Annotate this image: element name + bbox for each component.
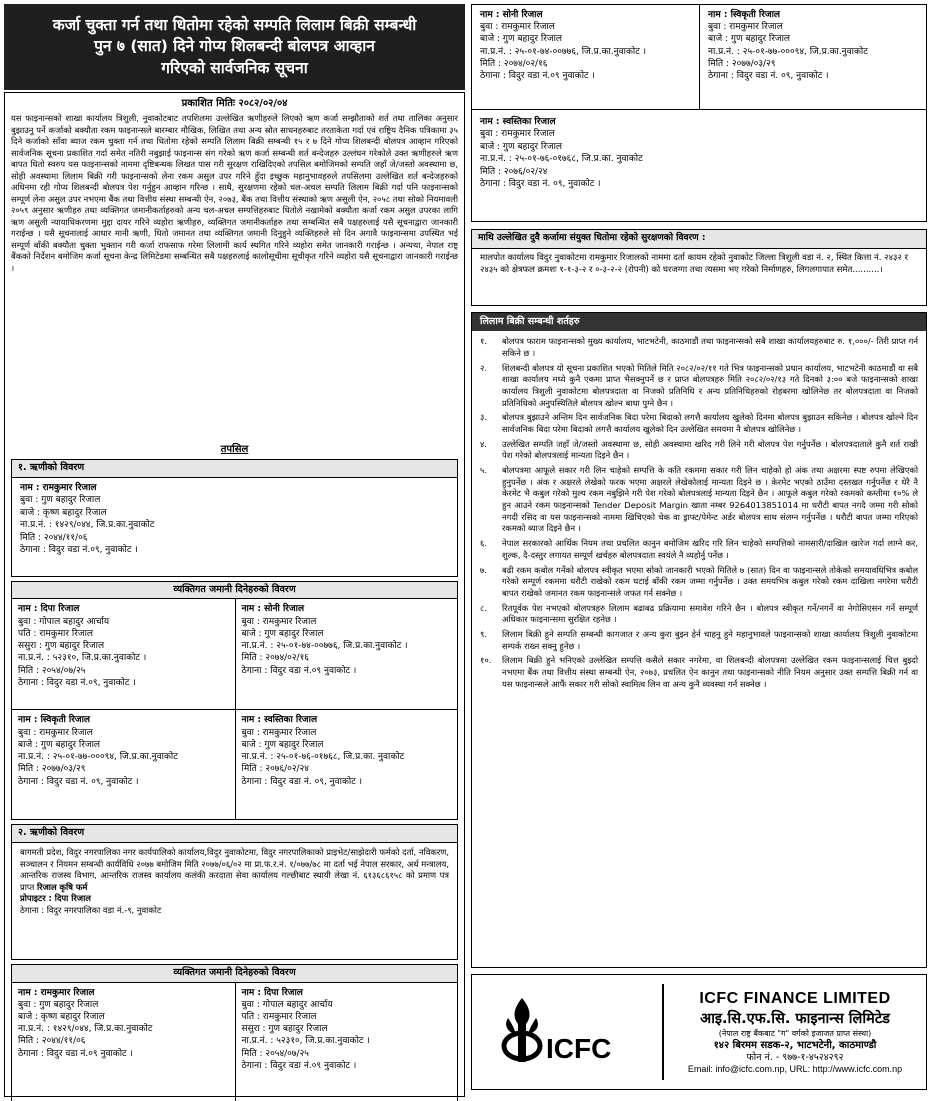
guarantor-line: ठेगाना : विदुर वडा नं. ०९, नुवाकोट ।	[708, 71, 829, 82]
borrower-name: नाम : रामकुमार रिजाल	[20, 482, 97, 493]
guarantor-name: नाम : स्विकृती रिजाल	[18, 715, 91, 726]
section-2-guarantor-heading: व्यक्तिगत जमानी दिनेहरुको विवरण	[12, 965, 457, 983]
condition-text: बोलपत्रमा आफूले सकार गरी लिन चाहेको सम्पत्ति के कति रकममा सकार गरी लिन चाहेको हो अंक तथा अक्षरमा स्पष्ट रुपमा लेखिएको हुनुपर्नेछ । अंक र अक्षरले लेखेको फरक भएमा अक्षरले लेखेकोलाई मान्यता दिइने छ । केरमेट भएको ठाउँमा दस्तखत गर्नुपर्नेछ र धेरै नै केरमेट भै कबुल गरेको मुल्य रकम नबुझिने गरी पेश गरेको बोलपत्रलाई मान्यता दिइने छैन । आफूले कबुल गरेको रकमको कम्तीमा १०% ले हुन आउने रकम फाइनान्सको Tender Deposit Margin खाता नम्बर 9264013851014 मा धरौटी बापत नगदै जम्मा गरी सोको नगदी रसिद वा यस फाइनान्सको नाममा खिचिएको चेक वा ड्राफ्ट/पेमेन्ट अर्डर बोलपत्र साथ संलग्न गर्नुपर्नेछ । धरौटी बापत जम्मा गरिएको रकमको ब्याज दिइने छैन ।	[502, 465, 918, 534]
guarantor-line: ना.प्र.नं. : २५-०१-७४-००७७६, जि.प्र.का.नुवाकोट ।	[480, 46, 647, 57]
condition-item	[480, 629, 918, 652]
guarantor-line: ना.प्र.नं. : १४२९/०४४, जि.प्र.का.नुवाकोट	[18, 1024, 153, 1035]
company-info	[674, 989, 916, 1076]
guarantor-name: नाम : सोनी रिजाल	[241, 604, 305, 615]
guarantor-line: बुवा : गोपाल बहादुर आर्चाय	[18, 616, 110, 627]
condition-text: लिलाम बिक्री हुने सम्पति सम्बन्धी कागजात र अन्य कुरा बुझ्न हेर्न चाहनु हुने महानुभावले फाइनान्सको शाखा कार्यालय त्रिशुली नुवाकोटमा सम्पर्क राख्न सक्नु हुनेछ ।	[502, 628, 918, 651]
guarantor-name: नाम : सोनी रिजाल	[480, 10, 543, 20]
company-phone: फोन नं. - ९७७-१-४५२४२९२	[746, 1051, 844, 1063]
guarantor-name: नाम : स्विकृती रिजाल	[708, 10, 781, 20]
guarantor-card	[699, 5, 926, 109]
guarantor-line: ना.प्र.नं. : ५२३१०, जि.प्र.का.नुवाकोट ।	[18, 653, 147, 664]
borrower-grandfather: बाजे : कृष्ण बहादुर रिजाल	[20, 507, 107, 518]
guarantor-line: बाजे : कृष्ण बहादुर रिजाल	[18, 1011, 105, 1022]
condition-item	[480, 655, 918, 690]
guarantor-line: ना.प्र.नं. : २५-०१-७७-०००९४, जि.प्र.का.नुवाकोट	[18, 752, 178, 763]
guarantor-line: मिति : २०५४/०७/२५	[18, 665, 86, 676]
guarantor-line: पति : रामकुमार रिजाल	[241, 1011, 317, 1022]
firm-registration-text: बागमती प्रदेश, विदुर नगरपालिका नगर कार्यपालिको कार्यालय,विदुर नुवाकोटमा, विदुर नगरपालिकाको प्राइभेट/साझेदारी फर्मको दर्ता, नविकरण, सञ्चालन र नियमन सम्बन्धी कार्यविधि २०७७ बमोजिम मिति २०७७/०६/०२ मा प्रा.फ.र.नं. १/०७७/७८ मा दर्ता भई नेपाल सरकार, अर्थ मन्त्रालय, आन्तरिक राजस्व विभाग, आन्तरिक राजस्व कार्यालय कलंकी करदाता सेवा कार्यालय गल्छीबाट स्थायी लेखा नं. ६१३६८६१५८ को प्रमाण पत्र प्राप्त	[20, 846, 449, 892]
guarantor-line: ठेगाना : विदुर वडा नं. ०९, नुवाकोट ।	[18, 776, 139, 787]
footer-divider	[662, 984, 664, 1080]
company-footer	[471, 974, 927, 1090]
continued-guarantor-middle	[471, 110, 927, 222]
guarantor-line: ठेगाना : विदुर वडा नं.०९ नुवाकोट ।	[18, 1048, 133, 1059]
guarantor-line: बुवा : गुण बहादुर रिजाल	[18, 999, 99, 1010]
condition-text: शिलबन्दी बोलपत्र यो सूचना प्रकाशित भएको मितिले मिति २०८२/०२/११ गते भित्र फाइनान्सको प्रधान कार्यालय, भाटभटेनी काठमाडौं वा सबै शाखा कार्यालय मध्ये कुनै एकमा प्राप्त भैसक्नुपर्ने छ र प्राप्त बोलपत्रहरु मिति २०८२/०२/१३ गते दिनको ३:०० बजे फाइनान्सको शाखा कार्यालय त्रिशुली नुवाकोटमा बोलपत्रदाता वा निजको प्रतिनिधि र अन्य प्रतिनिधिहरुको रोहबरमा खोलिनेछ तर बोलपत्रदाता वा निजको प्रतिनिधिको अनुपस्थितिले बोलपत्र खोल्न बाधा पुग्ने छैन ।	[502, 362, 918, 408]
condition-text: नेपाल सरकारको आर्थिक नियम तथा प्रचलित कानुन बमोजिम खरिद गरि लिन चाहेको सम्पत्तिको नामसारी/दाखिल खारेज गर्दा लाग्ने कर, शुल्क, दै-दस्तुर लगायत सम्पूर्ण खर्चहरु बोलपत्रदाता स्वयंले नै व्यहोर्नु पर्नेछ ।	[502, 538, 918, 560]
company-license: (नेपाल राष्ट्र बैंकबाट "ग" वर्गको इजाजत प्राप्त संस्था)	[718, 1028, 872, 1038]
condition-text: बोलपत्र बुझाउने अन्तिम दिन सार्वजनिक बिदा परेमा बिदाको लगत्तै कार्यालय खुलेको दिनमा बोलपत्र बुझाउन सकिनेछ । बोलपत्र खोल्ने दिन सार्वजनिक बिदा परेमा बिदाको लगत्तै कार्यालय खुलेको दिन उल्लेखित समयमा नै बोलपत्र खोलिनेछ ।	[502, 412, 918, 435]
guarantor-line: पति : रामकुमार रिजाल	[18, 628, 94, 639]
guarantor-line: बुवा : रामकुमार रिजाल	[18, 727, 93, 738]
guarantor-card	[472, 5, 699, 109]
guarantor-line: ठेगाना : विदुर वडा नं. ०९, नुवाकोट ।	[241, 776, 363, 787]
guarantor-line: ठेगाना : विदुर वडा नं.०९ नुवाकोट ।	[241, 665, 357, 676]
guarantor-line: बाजे : गुण बहादुर रिजाल	[708, 34, 791, 45]
company-email-url: Email: info@icfc.com.np, URL: http://www.icfc.com.np	[687, 1064, 903, 1075]
guarantor-name: नाम : दिपा रिजाल	[18, 604, 80, 615]
guarantor-line: ठेगाना : विदुर वडा नं.०९ नुवाकोट ।	[480, 71, 595, 82]
guarantor-line: मिति : २०७७/०३/२९	[708, 58, 776, 69]
condition-item	[480, 603, 918, 626]
guarantor-line: ठेगाना : विदुर वडा नं.०९, नुवाकोट ।	[18, 677, 136, 688]
guarantor-name: नाम : स्वस्तिका रिजाल	[241, 715, 318, 726]
published-label: प्रकाशित मितिः	[181, 98, 236, 109]
published-value: २०८२/०२/०४	[238, 98, 288, 109]
condition-number: ६.	[480, 538, 487, 549]
condition-number: ४.	[480, 438, 487, 449]
auction-conditions	[471, 312, 927, 969]
guarantor-card	[235, 983, 458, 1101]
intro-paragraph: यस फाइनान्सको शाखा कार्यालय त्रिशुली, नुवाकोटबाट तपशिलमा उल्लेखित ऋणीहरुले लिएको ऋण कर्जा सम्झौताको शर्त तथा तालिका अनुसार बुझाउनु पर्ने कर्जाको बक्यौता रकम फाइनान्सले बारम्बार मौखिक, लिखित तथा अन्य स्रोत साधनहरुबाट तरताकेता गर्दा एवं राष्ट्रिय दैनिक पत्रिकामा ३५ दिने कर्जाको साँवा ब्याज रकम चुक्ता गर्न तथा धितोमा रहेको सम्पति लिलाम बिक्री सम्बन्धी १५ र ७ दिने गोप्य शिलबन्दी बोलपत्र आव्हान गरिएको सार्वजनिक सूचना प्रकाशित गर्दा समेत नतिरी नबुझाई फाइनान्स संग गरेको ऋण कर्जा सम्बन्धी शर्त बन्देजहरु उल्लंघन गरेकोले उक्त ऋणीहरुले ऋण बापत धितो स्वरुप यस फाइनान्सको नाममा दृष्टिबन्धक लिखत पास गरी सुरक्षण राखिदिएको तपसिल बमोजिमको सम्पति जहाँ जे/जस्तो अवस्थामा छ, सोही अवस्थामा लिलाम बिक्री गरी फाइनान्सको लेना रकम असुल उपर गरिने हुँदा इच्छुक महानुभावहरुले तपसिलमा उल्लेखित शर्त बन्देजहरुको अधिनमा रही गोप्य शिलबन्दी बोलपत्र पेश गर्नुहुन आव्हान गरिन्छ । साथै, सुरक्षणमा रहेको चल-अचल सम्पति लिलाम बिक्री गर्दा पनि फाइनान्सको सम्पूर्ण लेना असुल उपर नभएमा बैंक तथा वित्तीय संस्था सम्बन्धी ऐन, २०७३, बैंक तथा वित्तीय संस्थाको ऋण असुली ऐन, २०५८ तथा सोको नियमावली २०५९ अनुसार ऋणीहरु तथा व्यक्तिगत जमानीकर्ताहरुको अन्य चल-अचल सम्पत्तिहरुबाट धितोले नखामेको बक्यौता कर्जा रकम असुल उपरका लागि ऋण असुली न्यायाधिकरणमा मुद्दा दायर गरिने व्यहोरा ऋणीहरु, व्यक्तिगत जमानीकर्ताहरु तथा सम्बन्धित सबै पक्षहरुलाई यसै सूचनाद्वारा जानकारी गराईन्छ । यसै सूचनालाई आधार मानी ऋणी, धितो जमानत तथा व्यक्तिगत जमानी दिनुहुने व्यक्तिहरुले सो दिन अगावै फाइनान्समा उपस्थित भई सम्पूर्ण बाँकी बक्यौता चुक्ता भुक्तान गरी कर्जा राफसाफ गरेमा लिलामी कार्य स्थगित गरिने व्यहोरा समेत जानकारी गराईन्छ । अन्यथा, नेपाल राष्ट्र बैंकको निर्देशन बमोजिम कर्जा सूचना केन्द्र लिमिटेडमा सम्बन्धित सबै पक्षहरुलाई कालोसूचीमा सूचीकृत गरिने व्यहोरा यसै सूचनाद्वारा जानकारी गराईन्छ ।	[11, 113, 458, 273]
guarantor-line: ना.प्र.नं. : ५२३१०, जि.प्र.का.नुवाकोट ।	[241, 1036, 370, 1047]
condition-number: २.	[480, 362, 487, 373]
published-date	[11, 97, 458, 110]
guarantor-name: नाम : स्वस्तिका रिजाल	[480, 117, 556, 127]
guarantor-line: बुवा : रामकुमार रिजाल	[480, 129, 555, 140]
right-column	[471, 4, 927, 1097]
guarantor-line: बुवा : गोपाल बहादुर आर्चाय	[241, 999, 333, 1010]
section-2-heading: २. ऋणीको विवरण	[12, 825, 457, 843]
guarantor-line: मिति : २०७६/०२/२४	[241, 764, 309, 775]
guarantor-line: मिति : २०७७/०३/२९	[18, 764, 86, 775]
icfc-logo	[482, 984, 652, 1080]
guarantor-line: मिति : २०७६/०२/२४	[480, 166, 548, 177]
guarantor-name: नाम : दिपा रिजाल	[241, 987, 303, 998]
schedule-heading: तपसिल	[220, 444, 249, 456]
section-1-borrower	[11, 459, 458, 577]
condition-number: १.	[480, 336, 487, 347]
guarantor-line: बाजे : गुण बहादुर रिजाल	[480, 34, 563, 45]
collateral-text: मालपोत कार्यालय विदुर नुवाकोटमा रामकुमार रिजालको नाममा दर्ता कायम रहेको नुवाकोट जिल्ला त्रिशुली वडा नं. २, स्थित कित्ता नं. २४३२ र २४३५ को क्षेत्रफल क्रमशः १-१-३-२ र ०-३-२-२ (रोपनी) को घरजग्गा तथा त्यसमा भए गरेको निर्माणहरु, लिगलगापात समेत..........।	[480, 252, 909, 275]
guarantor-line: बुवा : रामकुमार रिजाल	[241, 616, 317, 627]
guarantor-line: ठेगाना : विदुर वडा नं. ०९, नुवाकोट ।	[480, 179, 601, 190]
section-1-heading: १. ऋणीको विवरण	[12, 460, 457, 478]
section-2-borrower	[11, 824, 458, 960]
company-address: १४२ बिरमम सडक-२, भाटभटेनी, काठमाण्डौ	[713, 1039, 877, 1051]
borrower-address: ठेगाना : विदुर वडा नं.०९, नुवाकोट ।	[20, 544, 138, 555]
borrower-father: बुवा : गुण बहादुर रिजाल	[20, 495, 101, 506]
condition-text: उल्लेखित सम्पति जहाँ जे/जस्तो अवस्थामा छ, सोही अवस्थामा खरिद गरी लिने गरी बोलपत्र पेश गर्नुपर्नेछ । बोलपत्रदाताले कुनै शर्त राखी पेश गरेको बोलपत्रलाई मान्यता दिइने छैन ।	[502, 438, 918, 461]
continued-guarantors-top	[471, 4, 927, 110]
borrower-details	[12, 478, 457, 576]
notice-body	[4, 92, 465, 1097]
section-2-guarantors	[11, 964, 458, 1101]
condition-item	[480, 465, 918, 535]
guarantor-line: ना.प्र.नं. : २५-०१-७६-०१७६८, जि.प्र.का. नुवाकोट	[480, 154, 643, 165]
firm-address: ठेगाना : विदुर नगरपालिका वडा नं.-९, नुवाकोट	[20, 904, 162, 915]
collateral-heading: माथि उल्लेखित दुवै कर्जामा संयुक्त धितोमा रहेको सुरक्षणको विवरण :	[472, 230, 926, 249]
guarantor-name: नाम : रामकुमार रिजाल	[18, 987, 95, 998]
guarantor-card	[12, 599, 235, 709]
guarantor-line: ठेगाना : विदुर वडा नं.०९ नुवाकोट ।	[241, 1060, 357, 1071]
condition-number: ३.	[480, 412, 487, 423]
guarantor-line: बुवा : रामकुमार रिजाल	[480, 22, 555, 33]
firm-proprietor: प्रोपाइटर : दिपा रिजाल	[20, 893, 91, 904]
condition-number: ७.	[480, 564, 487, 575]
condition-number: ५.	[480, 465, 487, 476]
guarantor-line: मिति : २०७४/०२/१६	[480, 58, 548, 69]
firm-details	[12, 843, 457, 959]
condition-text: लिलाम बिक्री हुने भनिएको उल्लेखित सम्पत्ति कसैले सकार नगरेमा, वा शिलबन्दी बोलपत्रमा उल्लेखित रकम फाइनान्सलाई चित्त बुझ्दो नभएमा बैंक तथा वित्तीय संस्था सम्बन्धी ऐन, २०७३, प्रचलित ऐन कानुन तथा फाइनान्सको नीति नियम अनुसार उक्त सम्पत्ति बिक्री गर्न वा यस फाइनान्सले आफैं सकार गरी सोको स्वामित्व लिन वा अन्य कुनै व्यवस्था गर्न सक्नेछ ।	[502, 655, 918, 689]
condition-item	[480, 363, 918, 410]
left-column	[4, 4, 465, 1097]
banner-line-3: गरिएको सार्वजनिक सूचना	[161, 58, 308, 77]
condition-item	[480, 336, 918, 359]
logo-wordmark: ICFC	[546, 1033, 612, 1065]
guarantor-line: बाजे : गुण बहादुर रिजाल	[241, 628, 324, 639]
condition-item	[480, 538, 918, 561]
guarantor-grid-1	[12, 599, 457, 819]
guarantor-line: मिति : २०५४/०७/२५	[241, 1048, 309, 1059]
section-1-guarantors	[11, 581, 458, 821]
guarantor-card	[12, 709, 235, 819]
guarantor-line: बुवा : रामकुमार रिजाल	[708, 22, 783, 33]
condition-number: ८.	[480, 602, 487, 613]
condition-text: बोलपत्र फाराम फाइनान्सको मुख्य कार्यालय, भाटभटेनी, काठमाडौं तथा फाइनान्सको सबै शाखा कार्यालयहरुबाट रु. १,०००/- तिरी प्राप्त गर्न सकिने छ ।	[502, 336, 918, 359]
guarantor-line: बुवा : रामकुमार रिजाल	[241, 727, 317, 738]
condition-item	[480, 439, 918, 462]
collateral-section	[471, 229, 927, 306]
guarantor-line: बाजे : गुण बहादुर रिजाल	[480, 141, 563, 152]
guarantor-line: ना.प्र.नं. : २५-०१-७७-०००९४, जि.प्र.का.नुवाकोट	[708, 46, 868, 57]
section-1-guarantor-heading: व्यक्तिगत जमानी दिनेहरुको विवरण	[12, 582, 457, 600]
company-name-np: आइ.सि.एफ.सि. फाइनान्स लिमिटेड	[700, 1010, 890, 1027]
notice-banner	[4, 4, 465, 90]
guarantor-line: बाजे : गुण बहादुर रिजाल	[241, 739, 324, 750]
condition-item	[480, 412, 918, 435]
firm-name: रिजाल कृषि फर्म	[36, 881, 88, 892]
icfc-logo-icon	[482, 984, 652, 1080]
condition-text: बढी रकम कबोल गर्नेको बोलपत्र स्वीकृत भएमा सोको जानकारी भएको मितिले ७ (सात) दिन वा फाइनान्सले तोकेको समयावधिभित्र कबोल गरेको सम्पूर्ण रकममा धरौटी राखेको रकम घटाई बाँकी रकम जम्मा गर्नुपर्नेछ । उक्त समयभित्र कबुल गरेको रकम दाखिला नगरेमा धरौटी बापत राखेको जमानत रकम फाइनान्सले जफत गर्न सक्नेछ ।	[502, 564, 918, 598]
guarantor-line: बाजे : गुण बहादुर रिजाल	[18, 739, 101, 750]
guarantor-card	[12, 983, 235, 1101]
conditions-heading: लिलाम बिक्री सम्बन्धी शर्तहरु	[472, 313, 926, 332]
guarantor-line: मिति : २०७४/०२/१६	[241, 653, 309, 664]
guarantor-line: ना.प्र.नं. : २५-०१-७६-०१७६८, जि.प्र.का. नुवाकोट	[241, 752, 405, 763]
guarantor-line: ना.प्र.नं. : २५-०१-७४-००७७६, जि.प्र.का.नुवाकोट ।	[241, 641, 408, 652]
company-name-en: ICFC FINANCE LIMITED	[699, 989, 891, 1007]
condition-text: रितपूर्वक पेश नभएको बोलपत्रहरु लिलाम बढाबढ प्रक्रियामा समावेश गरिने छैन । बोलपत्र स्वीकृत गर्ने/नगर्ने वा नेगोसिएसन गर्ने सम्पूर्ण अधिकार फाइनान्समा सुरक्षित रहनेछ ।	[502, 602, 918, 625]
borrower-citizenship: ना.प्र.नं. : १४२९/०४४, जि.प्र.का.नुवाकोट	[20, 520, 155, 531]
guarantor-grid-2	[12, 983, 457, 1101]
banner-line-2: पुन ७ (सात) दिने गोप्य शिलबन्दी बोलपत्र आव्हान	[94, 37, 375, 56]
guarantor-line: मिति : २०४४/११/०६	[18, 1036, 86, 1047]
condition-item	[480, 565, 918, 600]
borrower-date: मिति : २०४४/११/०६	[20, 532, 88, 543]
guarantor-line: ससुरा : गुण बहादुर रिजाल	[241, 1024, 328, 1035]
guarantor-card	[235, 599, 458, 709]
condition-number: ९.	[480, 628, 487, 639]
guarantor-card	[235, 709, 458, 819]
guarantor-line: ससुरा : गुण बहादुर रिजाल	[18, 641, 105, 652]
conditions-list	[472, 331, 926, 967]
condition-number: १०.	[480, 655, 492, 666]
banner-line-1: कर्जा चुक्ता गर्न तथा धितोमा रहेको सम्पति लिलाम बिक्री सम्बन्धी	[52, 15, 417, 34]
